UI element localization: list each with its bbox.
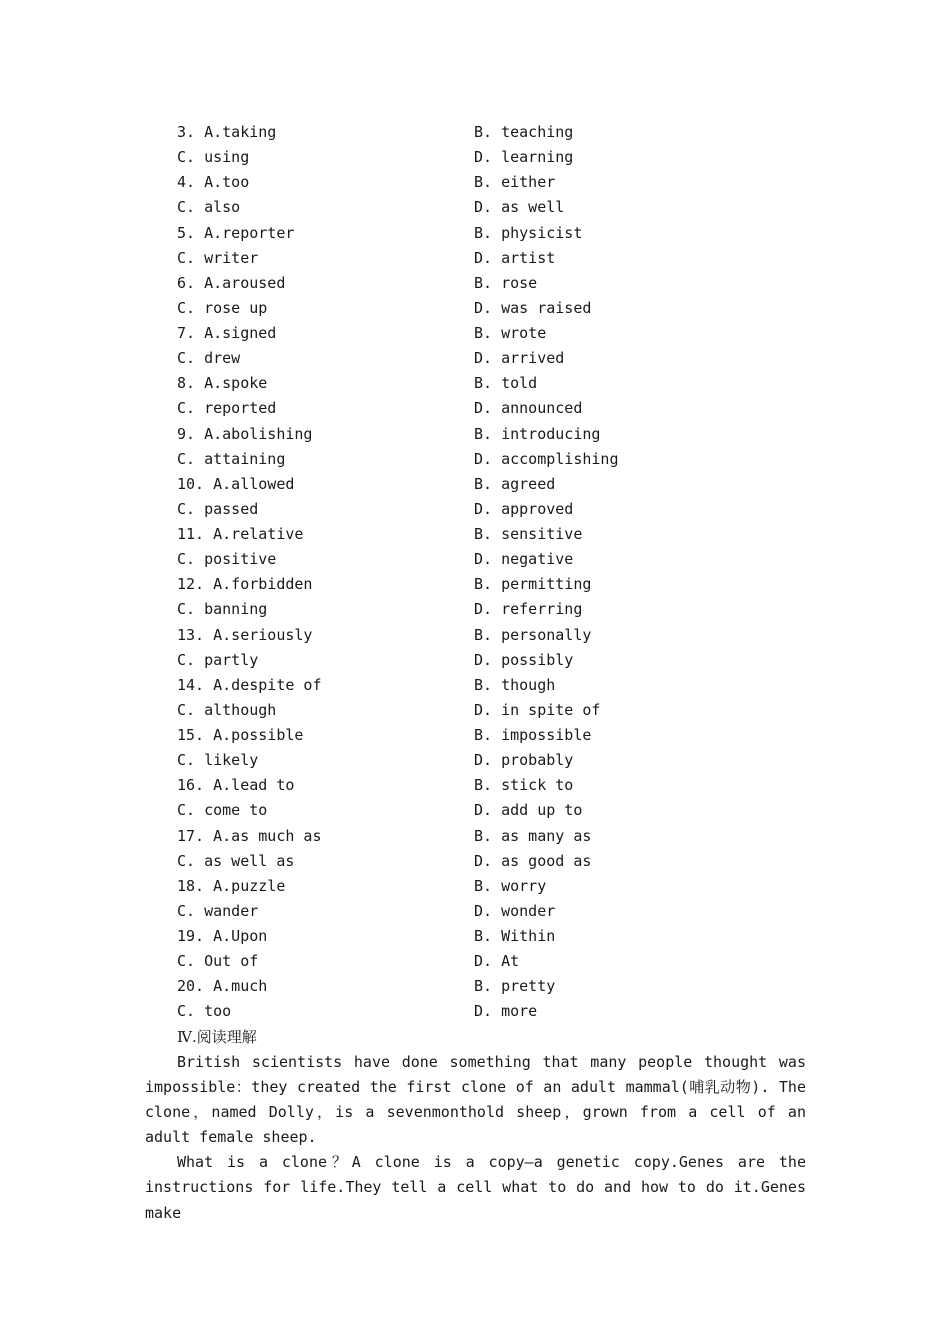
option-left: C. wander <box>177 901 259 920</box>
option-row <box>0 572 950 597</box>
option-left: 7. A.signed <box>177 324 277 342</box>
option-row <box>0 271 950 296</box>
option-row <box>0 648 950 673</box>
option-left: C. as well as <box>177 851 295 870</box>
option-row <box>0 597 950 622</box>
option-row <box>0 145 950 170</box>
option-right: D. was raised <box>474 298 592 317</box>
option-right: B. Within <box>474 927 556 945</box>
option-row <box>0 874 950 899</box>
option-left: 6. A.aroused <box>177 273 286 292</box>
option-left: C. using <box>177 148 250 167</box>
option-right: B. personally <box>474 625 592 644</box>
option-left: C. reported <box>177 399 277 418</box>
option-left: 19. A.Upon <box>177 927 268 945</box>
option-right: D. probably <box>474 751 574 770</box>
option-left: 3. A.taking <box>177 123 277 141</box>
option-right: D. as well <box>474 198 565 217</box>
option-row <box>0 170 950 195</box>
option-row <box>0 999 950 1024</box>
option-right: B. worry <box>474 876 547 895</box>
option-right: D. announced <box>474 399 583 418</box>
option-left: C. too <box>177 1002 232 1021</box>
option-row <box>0 798 950 823</box>
option-right: D. artist <box>474 248 556 267</box>
option-right: D. negative <box>474 550 574 569</box>
option-right: B. pretty <box>474 977 556 996</box>
option-right: B. physicist <box>474 223 583 242</box>
reading-paragraph-1: British scientists have done something that many people thought was impossible：they created the first clone of an adult mammal(哺乳动物). The clone，named Dolly，is a sevenmonthold sheep，grown from a cell of an adult female sheep. <box>145 1053 806 1147</box>
option-row <box>0 949 950 974</box>
option-row <box>0 899 950 924</box>
option-left: C. come to <box>177 801 268 820</box>
option-row <box>0 547 950 572</box>
option-row <box>0 371 950 396</box>
option-right: D. arrived <box>474 349 565 368</box>
option-row <box>0 221 950 246</box>
option-row <box>0 824 950 849</box>
answer-options-list <box>0 120 950 1025</box>
option-row <box>0 497 950 522</box>
option-left: 16. A.lead to <box>177 776 295 795</box>
option-left: C. partly <box>177 650 259 669</box>
option-row <box>0 472 950 497</box>
option-right: D. in spite of <box>474 700 601 719</box>
option-row <box>0 296 950 321</box>
option-right: B. permitting <box>474 575 592 594</box>
reading-paragraph-2: What is a clone？A clone is a copy—a genetic copy.Genes are the instructions for life.They tell a cell what to do and how to do it.Genes make <box>145 1153 806 1222</box>
option-row <box>0 924 950 949</box>
option-right: D. accomplishing <box>474 449 619 468</box>
option-row <box>0 120 950 145</box>
option-left: C. likely <box>177 751 259 770</box>
option-left: 4. A.too <box>177 173 250 192</box>
option-left: 14. A.despite of <box>177 675 322 694</box>
reading-passage <box>145 1050 806 1226</box>
option-left: C. Out of <box>177 952 259 971</box>
option-row <box>0 974 950 999</box>
option-left: 12. A.forbidden <box>177 575 313 594</box>
option-right: D. add up to <box>474 801 583 820</box>
option-row <box>0 422 950 447</box>
option-row <box>0 623 950 648</box>
option-left: C. also <box>177 198 241 217</box>
option-left: C. attaining <box>177 449 286 468</box>
option-right: D. learning <box>474 148 574 167</box>
option-right: D. more <box>474 1002 538 1021</box>
option-left: C. passed <box>177 499 259 518</box>
option-right: B. as many as <box>474 826 592 845</box>
option-left: 10. A.allowed <box>177 474 295 493</box>
option-left: 18. A.puzzle <box>177 876 286 895</box>
option-right: B. either <box>474 173 556 192</box>
option-right: B. introducing <box>474 424 601 443</box>
option-left: 20. A.much <box>177 977 268 996</box>
option-left: 5. A.reporter <box>177 223 295 242</box>
section-title: Ⅳ.阅读理解 <box>177 1028 257 1046</box>
option-right: B. sensitive <box>474 525 583 543</box>
option-right: B. wrote <box>474 324 547 342</box>
option-left: 11. A.relative <box>177 525 304 543</box>
option-left: 8. A.spoke <box>177 374 268 393</box>
option-row <box>0 773 950 798</box>
option-right: B. agreed <box>474 474 556 493</box>
option-right: B. told <box>474 374 538 393</box>
option-right: B. rose <box>474 273 538 292</box>
option-right: D. as good as <box>474 851 592 870</box>
option-row <box>0 723 950 748</box>
option-right: D. At <box>474 952 520 971</box>
option-left: 9. A.abolishing <box>177 424 313 443</box>
option-right: B. teaching <box>474 123 574 141</box>
option-left: C. drew <box>177 349 241 368</box>
option-row <box>0 522 950 547</box>
option-row <box>0 346 950 371</box>
option-row <box>0 447 950 472</box>
option-right: D. referring <box>474 600 583 619</box>
option-row <box>0 698 950 723</box>
option-left: C. positive <box>177 550 277 569</box>
option-left: C. rose up <box>177 298 268 317</box>
option-row <box>0 748 950 773</box>
option-left: C. banning <box>177 600 268 619</box>
option-right: B. though <box>474 675 556 694</box>
option-left: 13. A.seriously <box>177 625 313 644</box>
option-left: 15. A.possible <box>177 726 304 744</box>
option-right: D. possibly <box>474 650 574 669</box>
option-left: C. although <box>177 700 277 719</box>
option-row <box>0 849 950 874</box>
option-right: B. impossible <box>474 726 592 744</box>
option-row <box>0 673 950 698</box>
option-row <box>0 396 950 421</box>
option-row <box>0 321 950 346</box>
option-right: B. stick to <box>474 776 574 795</box>
option-row <box>0 195 950 220</box>
option-left: C. writer <box>177 248 259 267</box>
option-left: 17. A.as much as <box>177 826 322 845</box>
option-row <box>0 246 950 271</box>
option-right: D. approved <box>474 499 574 518</box>
option-right: D. wonder <box>474 901 556 920</box>
